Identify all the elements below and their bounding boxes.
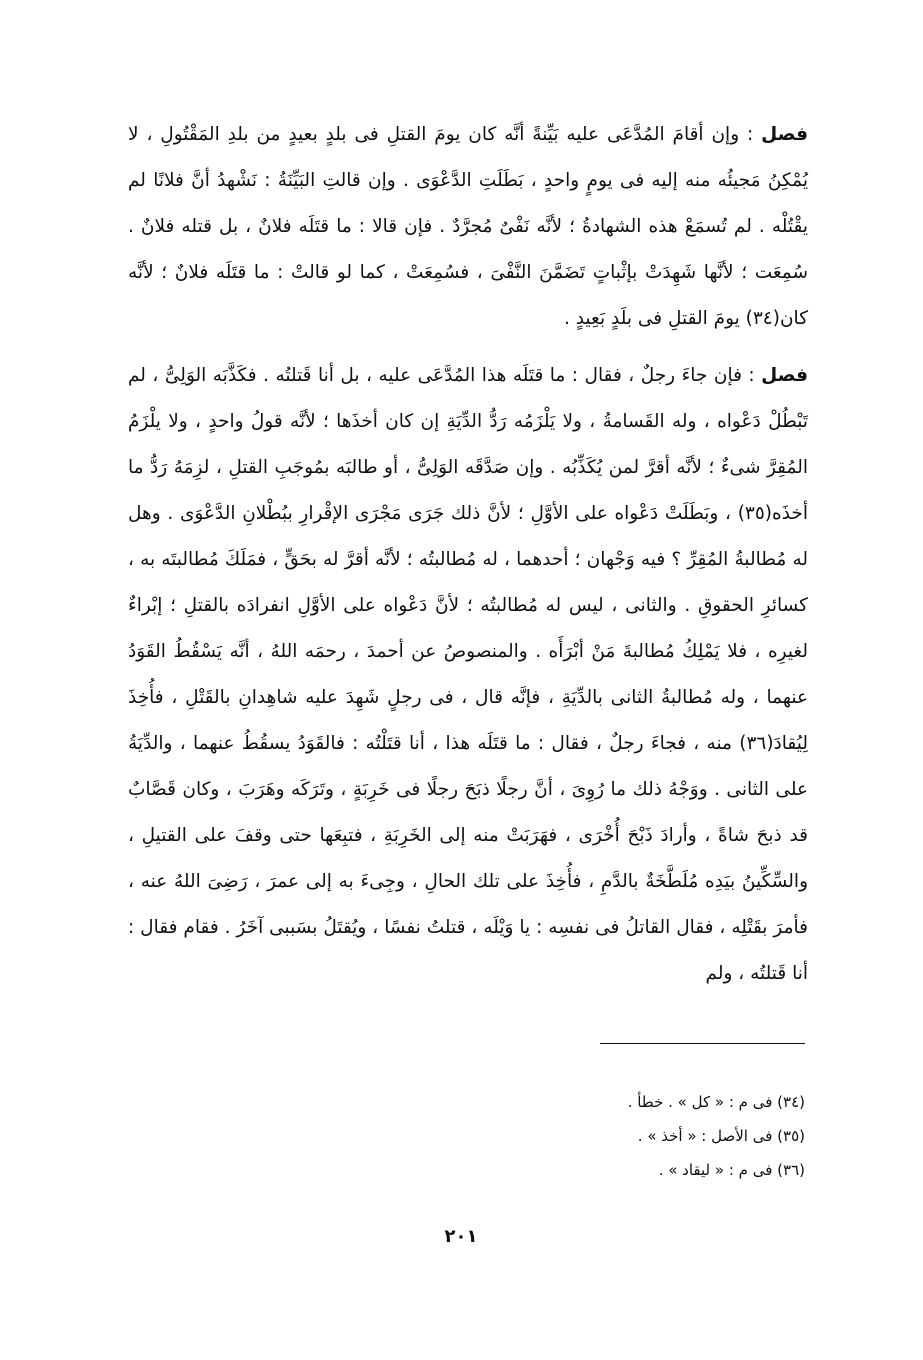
section-heading: فصل [761,124,808,145]
page-number: ٢٠١ [444,1226,478,1247]
footnote-separator [600,1043,805,1044]
footnote-34: (٣٤) فى م : « كل » . خطأ . [627,1093,805,1111]
footnotes [400,1085,805,1187]
paragraph-body: : فإن جاءَ رجلٌ ، فقال : ما قتَلَه هذا المُدَّعَى عليه ، بل أنا قَتلتُه . فكَذَّبَه الوَلِىُّ ، لم تَبْطُلْ دَعْواه ، وله القَسامةُ ، ولا يَلْزَمُه رَدُّ الدِّيَةِ إن كان أخذَها ؛ لأنَّه قولُ واحدٍ ، ولا يلْزَمُ المُقِرَّ شىءٌ ؛ لأنَّه أقرَّ لمن يُكَذِّبُه . وإن صَدَّقَه الوَلِىُّ ، أو طالبَه بمُوجَبِ القتلِ ، لزِمَهُ رَدُّ ما أخذَه(٣٥) ، وبَطَلَتْ دَعْواه على الأوَّلِ ؛ لأنَّ ذلك جَرَى مَجْرَى الإقْرارِ ببُطْلانِ الدَّعْوَى . وهل له مُطالبةُ المُقِرِّ ؟ فيه وَجْهان ؛ أحدهما ، له مُطالبتُه ؛ لأنَّه أقرَّ له بحَقٍّ ، فمَلَكَ مُطالبتَه به ، كسائرِ الحقوقِ . والثانى ، ليس له مُطالبتُه ؛ لأنَّ دَعْواه على الأوَّلِ انفرادَه بالقتلِ ؛ إبْراءٌ لغيرِه ، فلا يَمْلِكُ مُطالبةَ مَنْ أبْرَأَه . والمنصوصُ عن أحمدَ ، رحمَه اللهُ ، أنَّه يَسْقُطُ القَوَدُ عنهما ، وله مُطالبةُ الثانى بالدِّيَةِ ، فإنَّه قال ، فى رجلٍ شَهِدَ عليه شاهِدانِ بالقَتْلِ ، فأُخِذَ لِيُقادَ(٣٦) منه ، فجاءَ رجلٌ ، فقال : ما قتَلَه هذا ، أنا قتَلْتُه : فالقَوَدُ يسقُطُ عنهما ، والدِّيَةُ على الثانى . ووَجْهُ ذلك ما رُوِىَ ، أنَّ رجلًا ذبَحَ رجلًا فى خَرِبَةٍ ، وتَرَكَه وهَرَبَ ، وكان قَصَّابٌ قد ذبحَ شاةً ، وأرادَ ذَبْحَ أُخْرَى ، فهَرَبَتْ منه إلى الخَرِبَةِ ، فتبِعَها حتى وقفَ على القتيلِ ، والسِّكِّينُ بيَدِه مُلَطَّخَةٌ بالدَّمِ ، فأُخِذَ على تلك الحالِ ، وجِىءَ به إلى عمرَ ، رَضِىَ اللهُ عنه ، فأمرَ بقَتْلِه ، فقال القاتلُ فى نفسِه : يا وَيْلَه ، قتلتُ نفسًا ، ويُقتَلُ بسَببى آخَرُ . فقام فقال : أنا قَتلتُه ، ولم [128,365,808,984]
paragraph-2 [128,353,808,997]
section-heading: فصل [761,365,808,386]
paragraph-body: : وإن أقامَ المُدَّعَى عليه بَيِّنةً أنَّه كان يومَ القتلِ فى بلدٍ بعيدٍ من بلدِ المَقْتُولِ ، لا يُمْكِنُ مَجيئُه منه إليه فى يومٍ واحدٍ ، بَطَلَتِ الدَّعْوَى . وإن قالتِ البَيِّنَةُ : نَشْهدُ أنَّ فلانًا لم يقْتُلْه . لم تُسمَعْ هذه الشهادةُ ؛ لأنَّه نَفْىٌ مُجرَّدٌ . فإن قالا : ما قتَلَه فلانٌ ، بل قتله فلانٌ . سُمِعَت ؛ لأنَّها شَهِدَتْ بإثْباتٍ تَضَمَّنَ النَّفْىَ ، فسُمِعَتْ ، كما لو قالتْ : ما قتَلَه فلانٌ ؛ لأنَّه كان(٣٤) يومَ القتلِ فى بلَدٍ بَعِيدٍ . [128,124,808,329]
paragraph-1 [128,112,808,342]
paragraph-text [128,353,808,997]
paragraph-text [128,112,808,342]
footnote-35: (٣٥) فى الأصل : « أخذ » . [637,1127,805,1145]
footnote-36: (٣٦) فى م : « ليقاد » . [658,1161,805,1179]
